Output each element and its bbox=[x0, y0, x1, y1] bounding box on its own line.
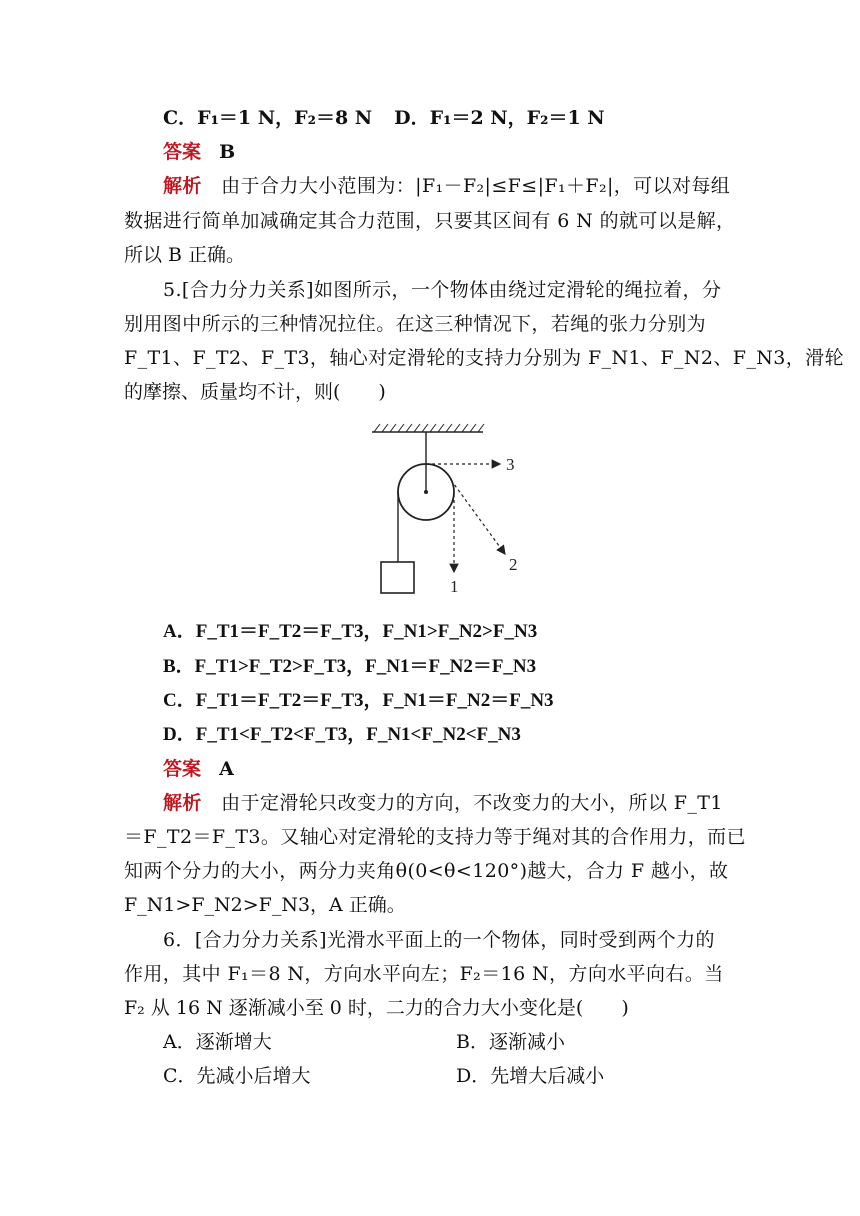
label-1: 1 bbox=[450, 577, 459, 596]
ceiling bbox=[372, 424, 484, 432]
pulley-diagram bbox=[358, 412, 534, 612]
answer-value: B bbox=[219, 141, 236, 163]
answer-label: 答案 bbox=[163, 141, 202, 163]
q5-stem-line-1: 5.[合力分力关系]如图所示，一个物体由绕过定滑轮的绳拉着，分 bbox=[163, 279, 722, 301]
q6-stem-line-3: F₂ 从 16 N 逐渐减小至 0 时，二力的合力大小变化是( ) bbox=[124, 997, 629, 1019]
q6-option-c: C．先减小后增大 bbox=[163, 1065, 311, 1087]
hanging-block bbox=[381, 562, 414, 593]
q6-option-d: D．先增大后减小 bbox=[456, 1065, 605, 1087]
q5-option-b: B．F_T1>F_T2>F_T3，F_N1＝F_N2＝F_N3 bbox=[163, 656, 537, 677]
q5-option-d: D．F_T1<F_T2<F_T3，F_N1<F_N2<F_N3 bbox=[163, 724, 521, 745]
label-2: 2 bbox=[509, 555, 518, 574]
analysis-text: 由于合力大小范围为：|F₁－F₂|≤F≤|F₁＋F₂|，可以对每组 bbox=[221, 175, 731, 197]
q5-option-a: A．F_T1＝F_T2＝F_T3，F_N1>F_N2>F_N3 bbox=[163, 621, 538, 642]
analysis-text: 由于定滑轮只改变力的方向，不改变力的大小，所以 F_T1 bbox=[221, 792, 723, 814]
q6-option-a: A．逐渐增大 bbox=[163, 1031, 272, 1053]
answer-value: A bbox=[219, 758, 234, 780]
analysis-label: 解析 bbox=[163, 792, 202, 814]
q6-option-b: B．逐渐减小 bbox=[456, 1031, 565, 1053]
q5-analysis-line-3: 知两个分力的大小，两分力夹角θ(0<θ<120°)越大，合力 F 越小，故 bbox=[124, 860, 729, 882]
label-3: 3 bbox=[506, 455, 515, 474]
q5-analysis-line-1 bbox=[163, 786, 723, 820]
q5-answer bbox=[163, 752, 234, 786]
q5-analysis-line-4: F_N1>F_N2>F_N3，A 正确。 bbox=[124, 894, 406, 916]
q6-options-row-1 bbox=[163, 1025, 272, 1059]
q5-option-c: C．F_T1＝F_T2＝F_T3，F_N1＝F_N2＝F_N3 bbox=[163, 690, 554, 711]
q6-stem-line-1: 6．[合力分力关系]光滑水平面上的一个物体，同时受到两个力的 bbox=[163, 929, 715, 951]
prev-analysis-line-2: 数据进行简单加减确定其合力范围，只要其区间有 6 N 的就可以是解， bbox=[124, 210, 736, 232]
prev-analysis-line-3: 所以 B 正确。 bbox=[124, 244, 246, 266]
answer-label: 答案 bbox=[163, 758, 202, 780]
q5-stem-line-2: 别用图中所示的三种情况拉住。在这三种情况下，若绳的张力分别为 bbox=[124, 313, 707, 335]
q5-stem-line-3: F_T1、F_T2、F_T3，轴心对定滑轮的支持力分别为 F_N1、F_N2、F_N3，滑轮 bbox=[124, 347, 844, 369]
q6-options-row-2 bbox=[163, 1059, 311, 1093]
analysis-label: 解析 bbox=[163, 175, 202, 197]
q5-stem-line-4: 的摩擦、质量均不计，则( ) bbox=[124, 381, 386, 403]
q5-analysis-line-2: ＝F_T2＝F_T3。又轴心对定滑轮的支持力等于绳对其的合作用力，而已 bbox=[124, 826, 746, 848]
pulley-axle bbox=[424, 490, 428, 494]
prev-analysis-line-1 bbox=[163, 169, 730, 203]
q6-stem-line-2: 作用，其中 F₁＝8 N，方向水平向左；F₂＝16 N，方向水平向右。当 bbox=[124, 963, 724, 985]
pulley-figure bbox=[358, 412, 534, 612]
prev-options-row bbox=[163, 101, 605, 135]
prev-option-c: C．F₁＝1 N，F₂＝8 N bbox=[163, 107, 373, 129]
prev-answer bbox=[163, 135, 235, 169]
pull-direction-2 bbox=[451, 480, 505, 554]
prev-option-d: D．F₁＝2 N，F₂＝1 N bbox=[394, 107, 605, 129]
